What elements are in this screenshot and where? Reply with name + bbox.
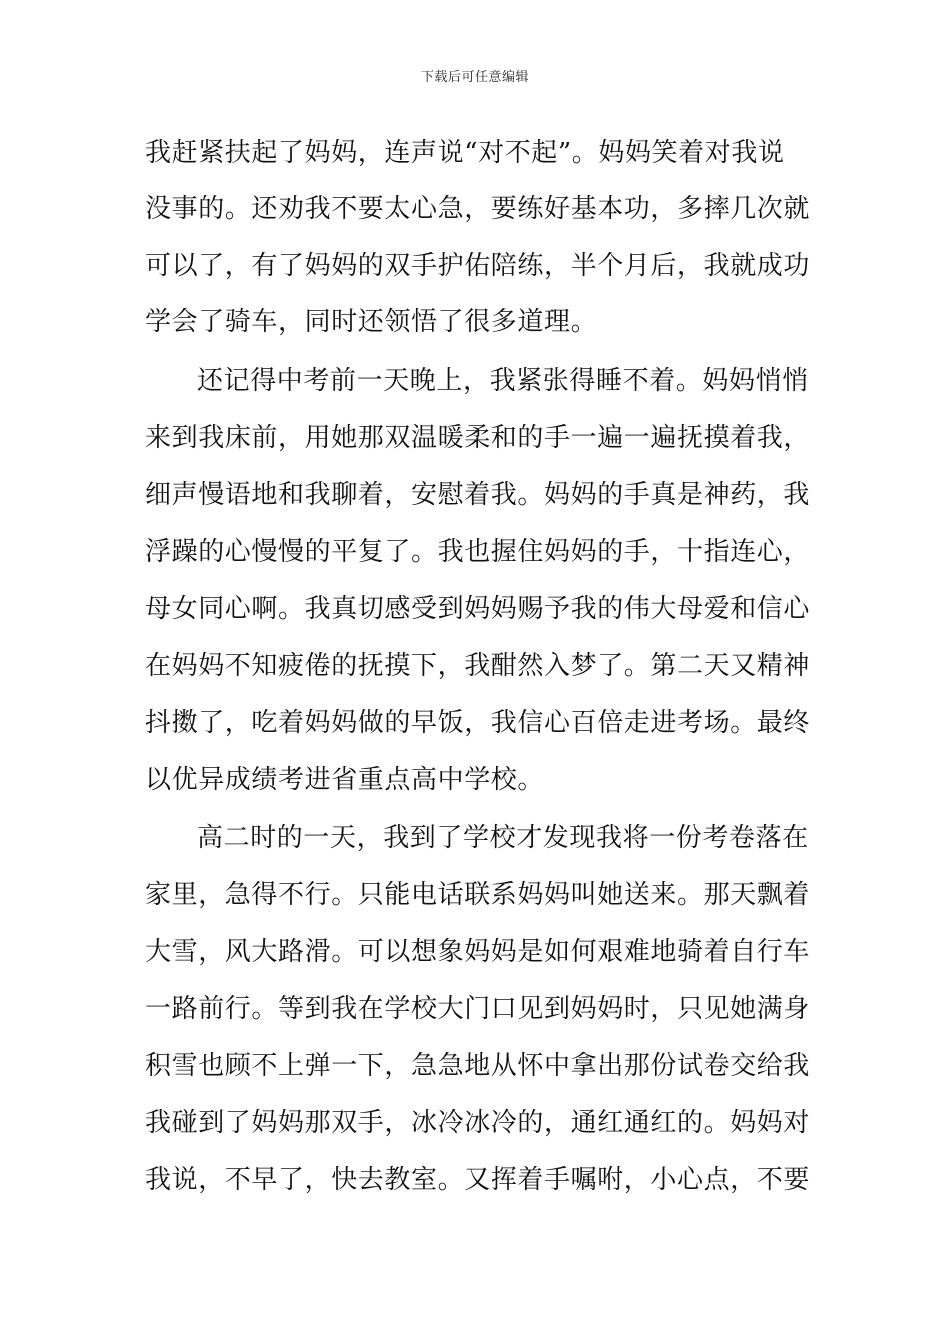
text-line: 没事的。还劝我不要太心急，要练好基本功，多摔几次就 xyxy=(145,194,811,224)
text-line: 家里，急得不行。只能电话联系妈妈叫她送来。那天飘着 xyxy=(145,880,811,910)
text-line: 细声慢语地和我聊着，安慰着我。妈妈的手真是神药，我 xyxy=(145,480,811,510)
text-line: 我赶紧扶起了妈妈，连声说“对不起”。妈妈笑着对我说 xyxy=(145,138,785,168)
text-line: 来到我床前，用她那双温暖柔和的手一遍一遍抚摸着我， xyxy=(145,423,811,453)
text-line: 大雪，风大路滑。可以想象妈妈是如何艰难地骑着自行车 xyxy=(145,937,811,967)
text-line: 学会了骑车，同时还领悟了很多道理。 xyxy=(145,307,598,337)
text-line: 抖擞了，吃着妈妈做的早饭，我信心百倍走进考场。最终 xyxy=(145,708,811,738)
page-header: 下载后可任意编辑 xyxy=(420,70,529,85)
text-line: 积雪也顾不上弹一下，急急地从怀中拿出那份试卷交给我 xyxy=(145,1051,811,1081)
text-line: 可以了，有了妈妈的双手护佑陪练，半个月后，我就成功 xyxy=(145,251,811,281)
text-line: 我碰到了妈妈那双手，冰冷冰冷的，通红通红的。妈妈对 xyxy=(145,1108,811,1138)
text-line: 母女同心啊。我真切感受到妈妈赐予我的伟大母爱和信心 xyxy=(145,594,811,624)
text-line: 我说，不早了，快去教室。又挥着手嘱咐，小心点，不要 xyxy=(145,1165,811,1195)
paragraph-first-line: 还记得中考前一天晚上，我紧张得睡不着。妈妈悄悄 xyxy=(197,366,809,396)
text-line: 浮躁的心慢慢的平复了。我也握住妈妈的手，十指连心， xyxy=(145,537,811,567)
text-line: 一路前行。等到我在学校大门口见到妈妈时，只见她满身 xyxy=(145,994,811,1024)
text-line: 以优异成绩考进省重点高中学校。 xyxy=(145,765,545,795)
paragraph-first-line: 高二时的一天，我到了学校才发现我将一份考卷落在 xyxy=(197,823,809,853)
text-line: 在妈妈不知疲倦的抚摸下，我酣然入梦了。第二天又精神 xyxy=(145,651,811,681)
